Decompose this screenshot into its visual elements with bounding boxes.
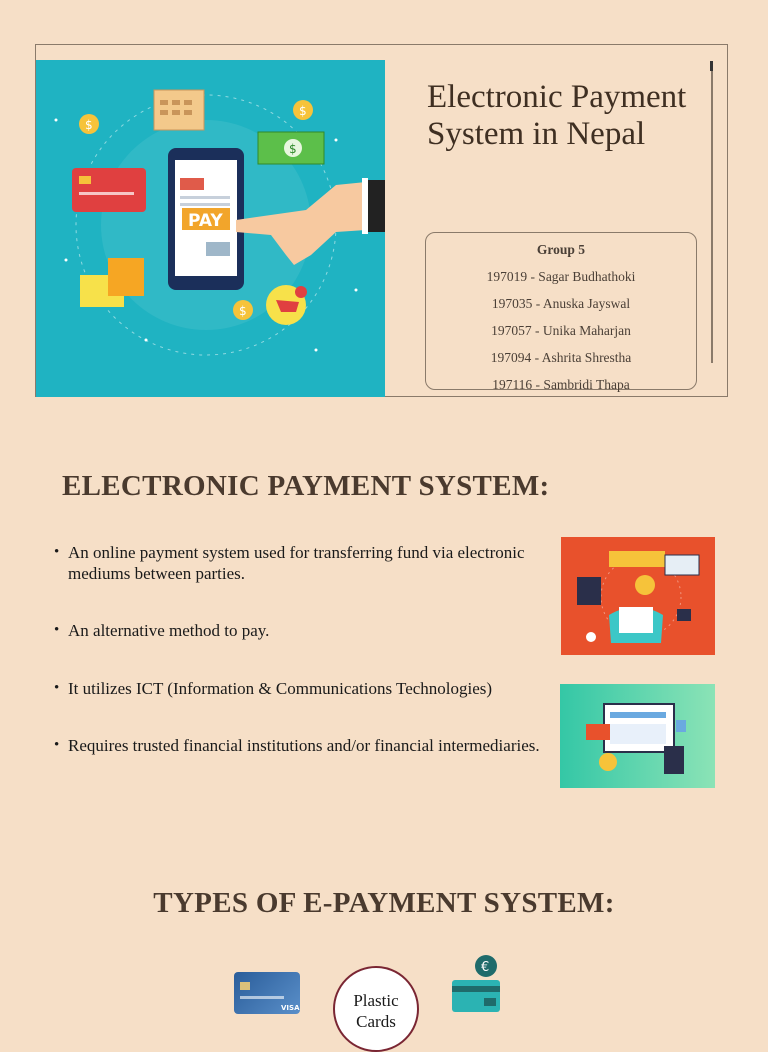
bullet-text: Requires trusted financial institutions and/or financial intermediaries. [68,736,540,755]
divider-line [711,61,713,363]
bullet-item [50,735,550,756]
svg-text:€: € [481,960,490,975]
svg-text:$: $ [299,104,307,118]
bullet-item [50,620,550,641]
bullet-item [50,678,550,699]
member-item: 197035 - Anuska Jayswal [491,296,631,311]
svg-text:VISA: VISA [281,1004,300,1012]
monitor-icon [560,684,715,788]
bullet-dot-icon: • [54,737,60,753]
member-item: 197116 - Sambridi Thapa [492,377,630,392]
types-heading: TYPES OF E-PAYMENT SYSTEM: [153,887,615,919]
group-members-box [425,232,697,390]
member-item: 197094 - Ashrita Shrestha [490,350,632,365]
bullet-text: An online payment system used for transferring fund via electronic mediums between parties. [68,543,525,583]
plastic-cards-bubble [333,966,419,1052]
slide-title: Electronic Payment System in Nepal [427,79,687,152]
member-item: 197019 - Sagar Budhathoki [486,269,636,284]
member-item: 197057 - Unika Maharjan [491,323,631,338]
online-shopping-illustration [560,684,715,788]
bullet-text: It utilizes ICT (Information & Communications Technologies) [68,679,493,698]
bullet-dot-icon: • [54,622,60,638]
svg-text:$: $ [85,118,93,132]
payment-devices-illustration [561,537,715,655]
euro-card-icon [450,954,502,1014]
title-slide [35,44,728,397]
phone-pay-icon [36,60,385,397]
euro-card-image [450,954,502,1014]
pos-terminal-icon [561,537,715,655]
divider-cap [710,61,713,71]
credit-card-image [234,972,300,1014]
bullet-item [50,542,550,584]
bullet-dot-icon: • [54,544,60,560]
payment-illustration [36,60,385,397]
svg-text:$: $ [289,142,297,156]
bullet-dot-icon: • [54,680,60,696]
svg-text:PAY: PAY [188,211,223,231]
svg-text:$: $ [239,304,247,318]
group-label: Group 5 [536,242,586,257]
section-heading: ELECTRONIC PAYMENT SYSTEM: [62,470,550,502]
bullet-text: An alternative method to pay. [68,621,270,640]
credit-card-icon [234,972,300,1014]
plastic-cards-label: Plastic Cards [353,991,399,1031]
